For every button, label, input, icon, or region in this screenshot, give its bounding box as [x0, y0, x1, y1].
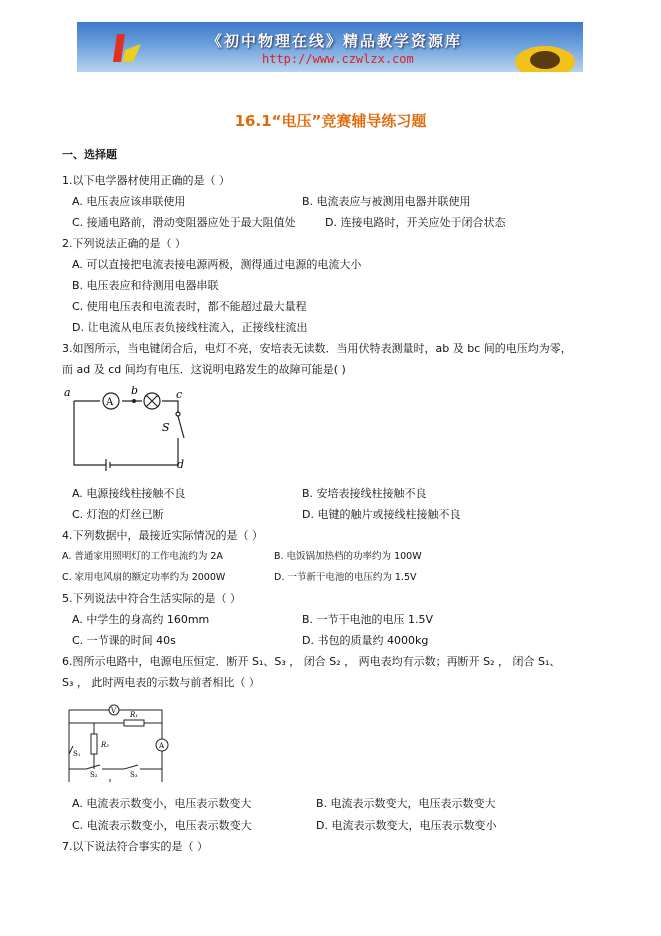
option-b[interactable]: B. 电饭锅加热档的功率约为 100W: [274, 551, 422, 562]
question-stem: 7.以下说法符合事实的是（ ）: [62, 840, 208, 853]
option-b[interactable]: B. 一节干电池的电压 1.5V: [302, 613, 434, 626]
option-d[interactable]: D. 电键的触片或接线柱接触不良: [302, 508, 461, 521]
question-stem: 4.下列数据中，最接近实际情况的是（ ）: [62, 529, 263, 542]
option-b[interactable]: B. 电流表示数变大，电压表示数变大: [316, 797, 496, 810]
option-c[interactable]: C. 使用电压表和电流表时，都不能超过最大量程: [72, 300, 307, 313]
question-stem-cont: S₃ ， 此时两电表的示数与前者相比（ ）: [62, 676, 260, 689]
label-s2: S₂: [90, 771, 98, 779]
option-c[interactable]: C. 灯泡的灯丝已断: [72, 508, 164, 521]
question-stem: 5.下列说法中符合生活实际的是（ ）: [62, 592, 241, 605]
option-c[interactable]: C. 一节课的时间 40s: [72, 634, 176, 647]
label-s1: S₁: [73, 750, 81, 758]
option-a[interactable]: A. 电源接线柱接触不良: [72, 487, 186, 500]
option-d[interactable]: D. 一节新干电池的电压约为 1.5V: [274, 572, 417, 583]
label-b: b: [131, 386, 139, 397]
label-a: a: [64, 386, 71, 399]
sunflower-icon: [507, 36, 577, 72]
banner-url[interactable]: http://www.czwlzx.com: [262, 52, 414, 66]
voltmeter-label: V: [111, 707, 117, 715]
option-d[interactable]: D. 连接电路时，开关应处于闭合状态: [325, 216, 506, 229]
option-a[interactable]: A. 可以直接把电流表接电源两极，测得通过电源的电流大小: [72, 258, 362, 271]
option-b[interactable]: B. 电流表应与被测用电器并联使用: [302, 195, 471, 208]
question-stem: 3.如图所示，当电键闭合后，电灯不亮，安培表无读数．当用伏特表测量时，ab 及 bc 间的电压均为零，: [62, 342, 572, 355]
option-a[interactable]: A. 中学生的身高约 160mm: [72, 613, 210, 626]
label-s3: S₃: [130, 771, 138, 779]
option-a[interactable]: A. 电压表应该串联使用: [72, 195, 186, 208]
option-a[interactable]: A. 普通家用照明灯的工作电流约为 2A: [62, 551, 223, 562]
label-r2: R₂: [101, 741, 110, 749]
question-stem: 2.下列说法正确的是（ ）: [62, 237, 186, 250]
label-c: c: [176, 388, 183, 401]
option-b[interactable]: B. 电压表应和待测用电器串联: [72, 279, 219, 292]
option-c[interactable]: C. 家用电风扇的额定功率约为 2000W: [62, 572, 226, 583]
option-d[interactable]: D. 书包的质量约 4000kg: [302, 634, 429, 647]
ammeter-label: A: [159, 742, 165, 750]
header-banner: [77, 22, 583, 72]
question-stem: 6.图所示电路中，电源电压恒定．断开 S₁、S₃ ， 闭合 S₂ ， 两电表均有示数；再断开 S₂ ， 闭合 S₁、: [62, 655, 561, 668]
option-d[interactable]: D. 让电流从电压表负接线柱流入，正接线柱流出: [72, 321, 308, 334]
option-b[interactable]: B. 安培表接线柱接触不良: [302, 487, 427, 500]
circuit-diagram-q3: [62, 386, 202, 476]
section-heading: 一、选择题: [62, 148, 117, 161]
option-d[interactable]: D. 电流表示数变大，电压表示数变小: [316, 819, 497, 832]
logo-icon: [107, 30, 157, 68]
switch-label: S: [162, 421, 170, 434]
question-stem-cont: 而 ad 及 cd 间均有电压．这说明电路发生的故障可能是( ): [62, 363, 346, 376]
label-r1: R₁: [130, 711, 139, 719]
label-d: d: [177, 458, 185, 471]
circuit-diagram-q6: [64, 702, 184, 782]
option-c[interactable]: C. 接通电路前，滑动变阻器应处于最大阻值处: [72, 216, 296, 229]
option-c[interactable]: C. 电流表示数变小，电压表示数变大: [72, 819, 252, 832]
question-stem: 1.以下电学器材使用正确的是（ ）: [62, 174, 230, 187]
ammeter-label: A: [106, 397, 114, 408]
option-a[interactable]: A. 电流表示数变小，电压表示数变大: [72, 797, 252, 810]
page-title: 16.1“电压”竞赛辅导练习题: [234, 112, 427, 130]
banner-title: 《初中物理在线》精品教学资源库: [207, 32, 463, 50]
